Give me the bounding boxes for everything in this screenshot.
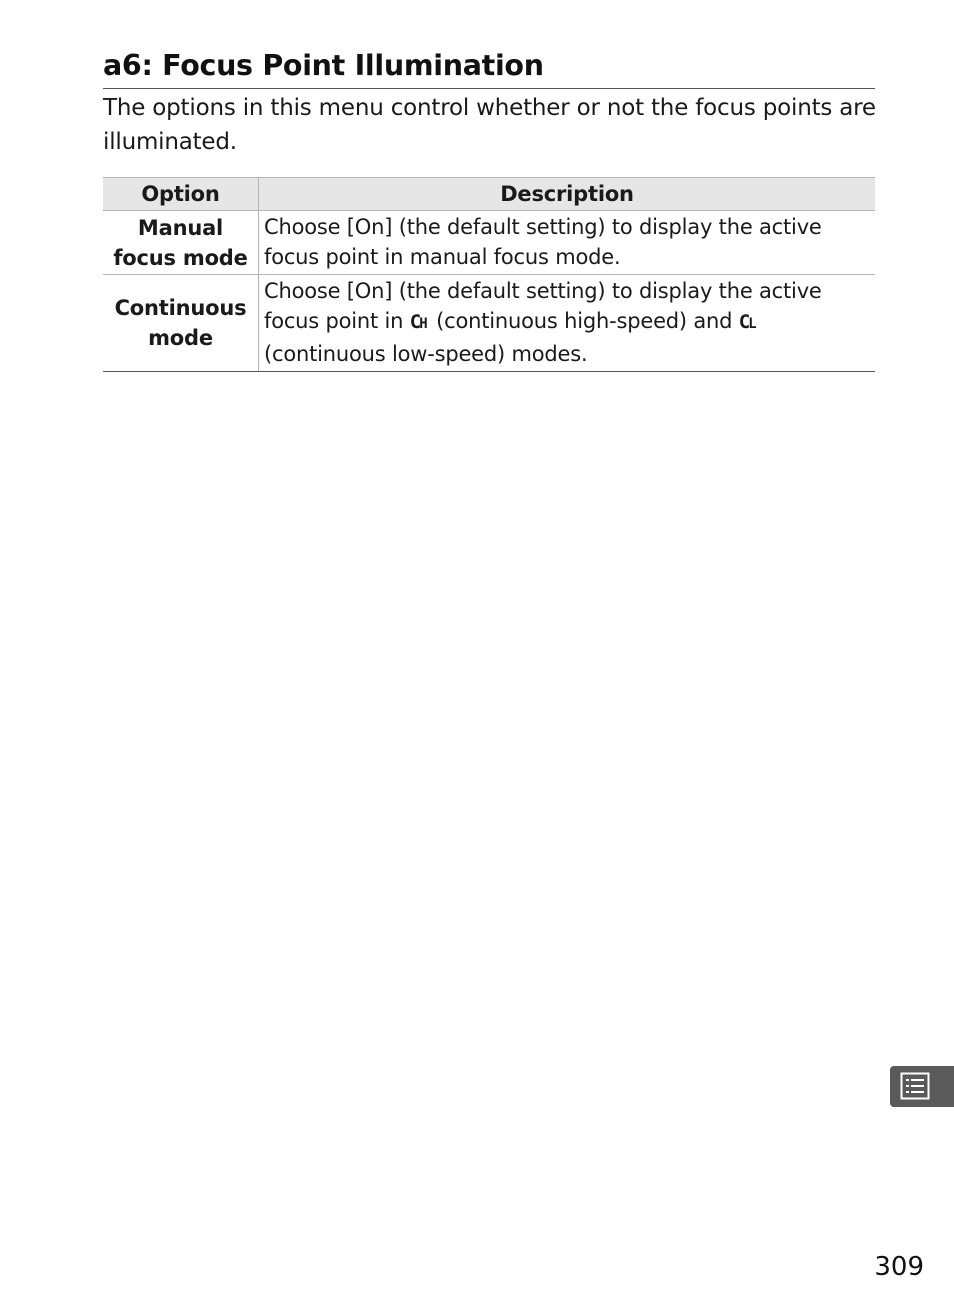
description-column-header: Description xyxy=(259,178,876,211)
option-column-header: Option xyxy=(103,178,259,211)
option-label-line: Manual xyxy=(137,215,224,240)
option-cell-continuous xyxy=(103,275,259,372)
page-heading: a6: Focus Point Illumination xyxy=(103,46,875,89)
description-cell-continuous xyxy=(259,275,876,372)
section-tab[interactable] xyxy=(890,1066,954,1107)
intro-paragraph: The options in this menu control whether or not the focus points are illuminated. xyxy=(103,95,876,155)
option-cell-manual-focus xyxy=(103,211,259,275)
description-text: (continuous high-speed) and xyxy=(436,309,733,333)
table-row xyxy=(103,275,875,372)
option-label-line: mode xyxy=(148,326,213,350)
page-number: 309 xyxy=(874,1252,924,1282)
description-text: (continuous low-speed) modes. xyxy=(264,342,588,366)
description-cell-manual-focus: Choose [On] (the default setting) to display the active focus point in manual focus mode. xyxy=(259,211,876,275)
table-header-row xyxy=(103,178,875,211)
description-text: Choose [On] (the default setting) to display the active focus point in xyxy=(264,279,822,333)
continuous-high-speed-icon: CH xyxy=(409,311,428,333)
option-label-line: Continuous xyxy=(114,296,247,320)
option-label-line: focus mode xyxy=(113,245,248,270)
continuous-low-speed-icon: CL xyxy=(738,311,757,333)
options-table xyxy=(103,177,875,372)
custom-settings-menu-icon xyxy=(900,1072,930,1100)
table-row xyxy=(103,211,875,275)
